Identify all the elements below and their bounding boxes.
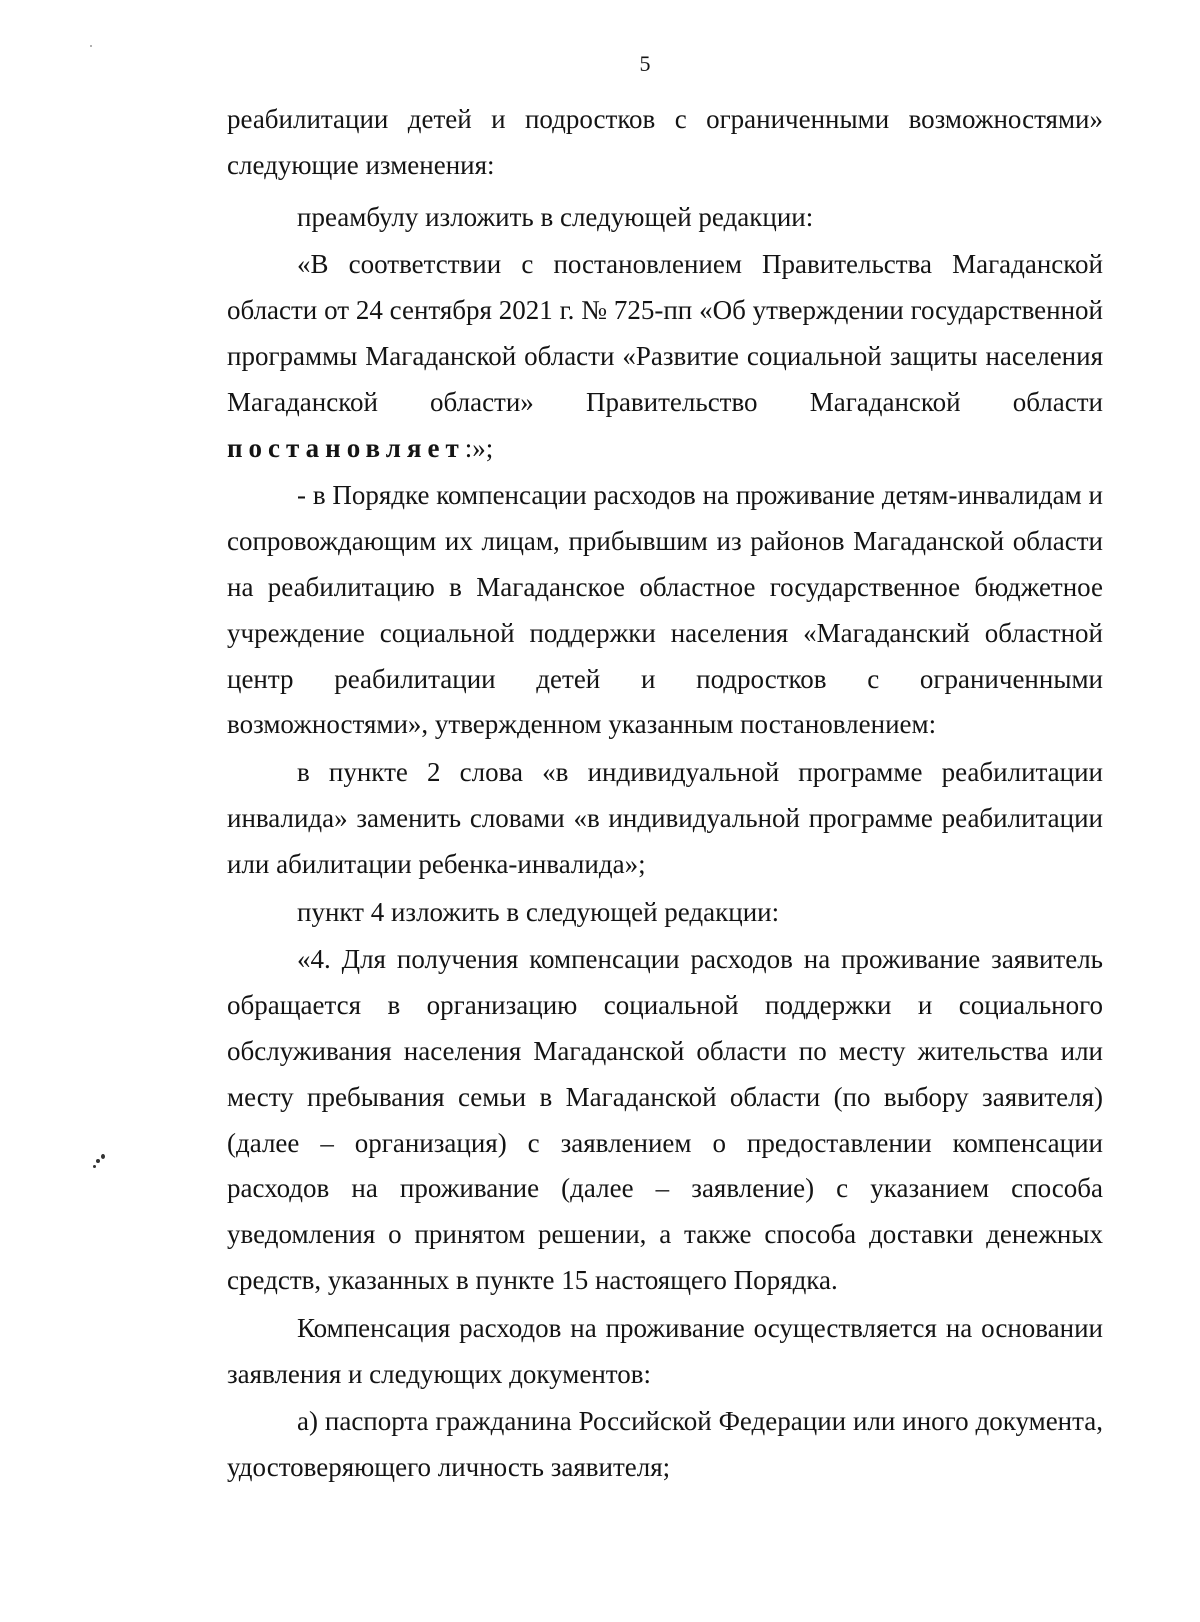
paragraph-point-2: в пункте 2 слова «в индивидуальной программе реабилитации инвалида» заменить словами «в индивидуальной программе реабилитации или абилитации ребенка-инвалида»; bbox=[227, 757, 1103, 879]
document-body bbox=[227, 97, 1103, 1491]
scan-speck bbox=[90, 45, 92, 47]
preamble-text-start: «В соответствии с постановлением Правительства Магаданской области от 24 сентября 2021 г. № 725-пп «Об утверждении государственной программы Магаданской области «Развитие социальной защиты населения Магаданской области» Правительство Магаданской области bbox=[227, 249, 1103, 417]
scan-speck bbox=[96, 1159, 100, 1163]
paragraph-order-amendment: - в Порядке компенсации расходов на проживание детям-инвалидам и сопровождающим их лицам, прибывшим из районов Магаданской области на реабилитацию в Магаданское областное государственное бюджетное учреждение социальной поддержки населения «Магаданский областной центр реабилитации детей и подростков с ограниченными возможностями», утвержденном указанным постановлением: bbox=[227, 480, 1103, 740]
preamble-text-end: :»; bbox=[464, 432, 494, 463]
preamble-spaced-word: постановляет bbox=[227, 432, 465, 463]
page-number: 5 bbox=[639, 51, 651, 76]
scan-speck bbox=[101, 1154, 105, 1159]
paragraph-continuation: реабилитации детей и подростков с ограниченными возможностями» следующие изменения: bbox=[227, 104, 1103, 180]
scan-speck bbox=[93, 1165, 96, 1168]
paragraph-point-4-instruction: пункт 4 изложить в следующей редакции: bbox=[297, 896, 780, 927]
paragraph-point-4-text: «4. Для получения компенсации расходов на проживание заявитель обращается в организацию социальной поддержки и социального обслуживания населения Магаданской области по месту жительства или месту пребывания семьи в Магаданской области (по выбору заявителя) (далее – организация) с заявлением о предоставлении компенсации расходов на проживание (далее – заявление) с указанием способа уведомления о принятом решении, а также способа доставки денежных средств, указанных в пункте 15 настоящего Порядка. bbox=[227, 944, 1103, 1295]
paragraph-compensation-basis: Компенсация расходов на проживание осуществляется на основании заявления и следующих документов: bbox=[227, 1312, 1103, 1389]
paragraph-item-a: а) паспорта гражданина Российской Федерации или иного документа, удостоверяющего личность заявителя; bbox=[227, 1406, 1103, 1483]
paragraph-preamble-instruction: преамбулу изложить в следующей редакции: bbox=[297, 201, 814, 232]
paragraph-preamble-text bbox=[227, 242, 1103, 471]
